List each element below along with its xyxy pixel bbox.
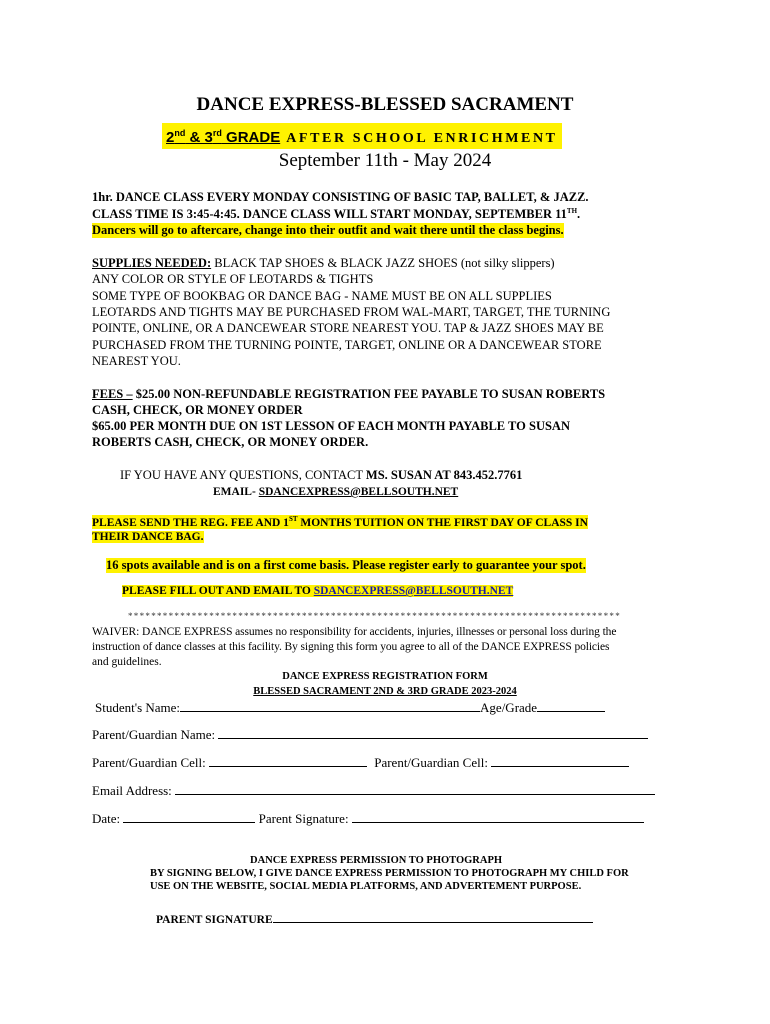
date-label: Date: (92, 811, 124, 826)
fees-line-4: ROBERTS CASH, CHECK, OR MONEY ORDER. (92, 435, 369, 449)
email-label: Email Address: (92, 783, 176, 798)
enrichment-label: AFTER SCHOOL ENRICHMENT (286, 131, 558, 146)
supplies-line-2: ANY COLOR OR STYLE OF LEOTARDS & TIGHTS (92, 272, 374, 286)
parent-cell-label-1: Parent/Guardian Cell: (92, 755, 209, 770)
fees-line-3: $65.00 PER MONTH DUE ON 1ST LESSON OF EACH MONTH PAYABLE TO SUSAN (92, 419, 570, 433)
age-grade-field[interactable] (537, 699, 605, 712)
fees-label: FEES – (92, 387, 133, 401)
send-fee-notice-line-2: THEIR DANCE BAG. (92, 531, 204, 543)
waiver-line-1: WAIVER: DANCE EXPRESS assumes no responsibility for accidents, injuries, illnesses or personal loss during the (92, 626, 617, 638)
supplies-line-7: NEAREST YOU. (92, 354, 181, 368)
spots-notice: 16 spots available and is on a first come basis. Please register early to guarantee your spot. (106, 558, 586, 572)
photo-signature-label: PARENT SIGNATURE (156, 914, 273, 926)
supplies-line-1: SUPPLIES NEEDED: BLACK TAP SHOES & BLACK JAZZ SHOES (not silky slippers) (92, 256, 555, 270)
email-row (92, 782, 655, 799)
parent-cell-row (92, 754, 629, 771)
parent-name-field[interactable] (218, 726, 648, 739)
supplies-label: SUPPLIES NEEDED: (92, 256, 212, 270)
parent-cell-label-2: Parent/Guardian Cell: (374, 755, 492, 770)
photo-permission-line-1: BY SIGNING BELOW, I GIVE DANCE EXPRESS PERMISSION TO PHOTOGRAPH MY CHILD FOR (150, 868, 629, 879)
class-info-line-2: CLASS TIME IS 3:45-4:45. DANCE CLASS WILL START MONDAY, SEPTEMBER 11TH. (92, 207, 581, 222)
contact-line: IF YOU HAVE ANY QUESTIONS, CONTACT MS. SUSAN AT 843.452.7761 (120, 468, 523, 482)
send-fee-notice-line-1: PLEASE SEND THE REG. FEE AND 1ST MONTHS TUITION ON THE FIRST DAY OF CLASS IN (92, 515, 588, 529)
supplies-line-5: POINTE, ONLINE, OR A DANCEWEAR STORE NEAREST YOU. TAP & JAZZ SHOES MAY BE (92, 321, 604, 335)
student-name-label: Student's Name: (95, 700, 181, 715)
fees-line-2: CASH, CHECK, OR MONEY ORDER (92, 403, 303, 417)
fill-out-email-link[interactable]: SDANCEXPRESS@BELLSOUTH.NET (313, 585, 514, 597)
parent-signature-label: Parent Signature: (255, 811, 352, 826)
class-info-line-1: 1hr. DANCE CLASS EVERY MONDAY CONSISTING OF BASIC TAP, BALLET, & JAZZ. (92, 190, 589, 204)
photo-permission-line-2: USE ON THE WEBSITE, SOCIAL MEDIA PLATFORMS, AND ADVERTEMENT PURPOSE. (150, 881, 582, 892)
fees-line-1: FEES – $25.00 NON-REFUNDABLE REGISTRATION FEE PAYABLE TO SUSAN ROBERTS (92, 387, 606, 401)
date-field[interactable] (123, 810, 255, 823)
supplies-line-6: PURCHASED FROM THE TURNING POINTE, TARGET, ONLINE OR A DANCEWEAR STORE (92, 338, 602, 352)
contact-email-line: EMAIL- SDANCEXPRESS@BELLSOUTH.NET (213, 486, 459, 498)
contact-email-link[interactable]: SDANCEXPRESS@BELLSOUTH.NET (258, 486, 459, 498)
waiver-line-3: and guidelines. (92, 656, 162, 668)
photo-permission-title: DANCE EXPRESS PERMISSION TO PHOTOGRAPH (250, 855, 503, 866)
form-title: DANCE EXPRESS REGISTRATION FORM (282, 671, 488, 682)
season-dates: September 11th - May 2024 (278, 150, 492, 171)
document-title: DANCE EXPRESS-BLESSED SACRAMENT (196, 94, 574, 115)
waiver-line-2: instruction of dance classes at this facility. By signing this form you agree to all of the DANCE EXPRESS policies (92, 641, 610, 653)
parent-signature-field[interactable] (352, 810, 644, 823)
parent-name-label: Parent/Guardian Name: (92, 727, 219, 742)
supplies-line-3: SOME TYPE OF BOOKBAG OR DANCE BAG - NAME MUST BE ON ALL SUPPLIES (92, 289, 552, 303)
form-subtitle: BLESSED SACRAMENT 2ND & 3RD GRADE 2023-2024 (253, 686, 517, 697)
grade-label: 2nd & 3rd GRADE (166, 128, 281, 146)
grade-enrichment-heading (162, 123, 562, 149)
age-grade-label: Age/Grade (480, 700, 538, 715)
student-name-field[interactable] (180, 699, 480, 712)
photo-signature-row (156, 910, 593, 926)
parent-name-row (92, 726, 648, 743)
parent-cell-field-1[interactable] (209, 754, 367, 767)
student-name-row (95, 699, 605, 716)
date-signature-row (92, 810, 644, 827)
supplies-line-4: LEOTARDS AND TIGHTS MAY BE PURCHASED FROM WAL-MART, TARGET, THE TURNING (92, 305, 611, 319)
contact-name-phone: MS. SUSAN AT 843.452.7761 (365, 468, 523, 482)
email-field[interactable] (175, 782, 655, 795)
fill-out-notice: PLEASE FILL OUT AND EMAIL TO SDANCEXPRESS@BELLSOUTH.NET (122, 585, 514, 597)
parent-cell-field-2[interactable] (491, 754, 629, 767)
photo-signature-field[interactable] (273, 910, 593, 923)
aftercare-notice: Dancers will go to aftercare, change into their outfit and wait there until the class begins. (92, 223, 564, 237)
separator-stars: ************************************************************************************* (128, 611, 621, 621)
